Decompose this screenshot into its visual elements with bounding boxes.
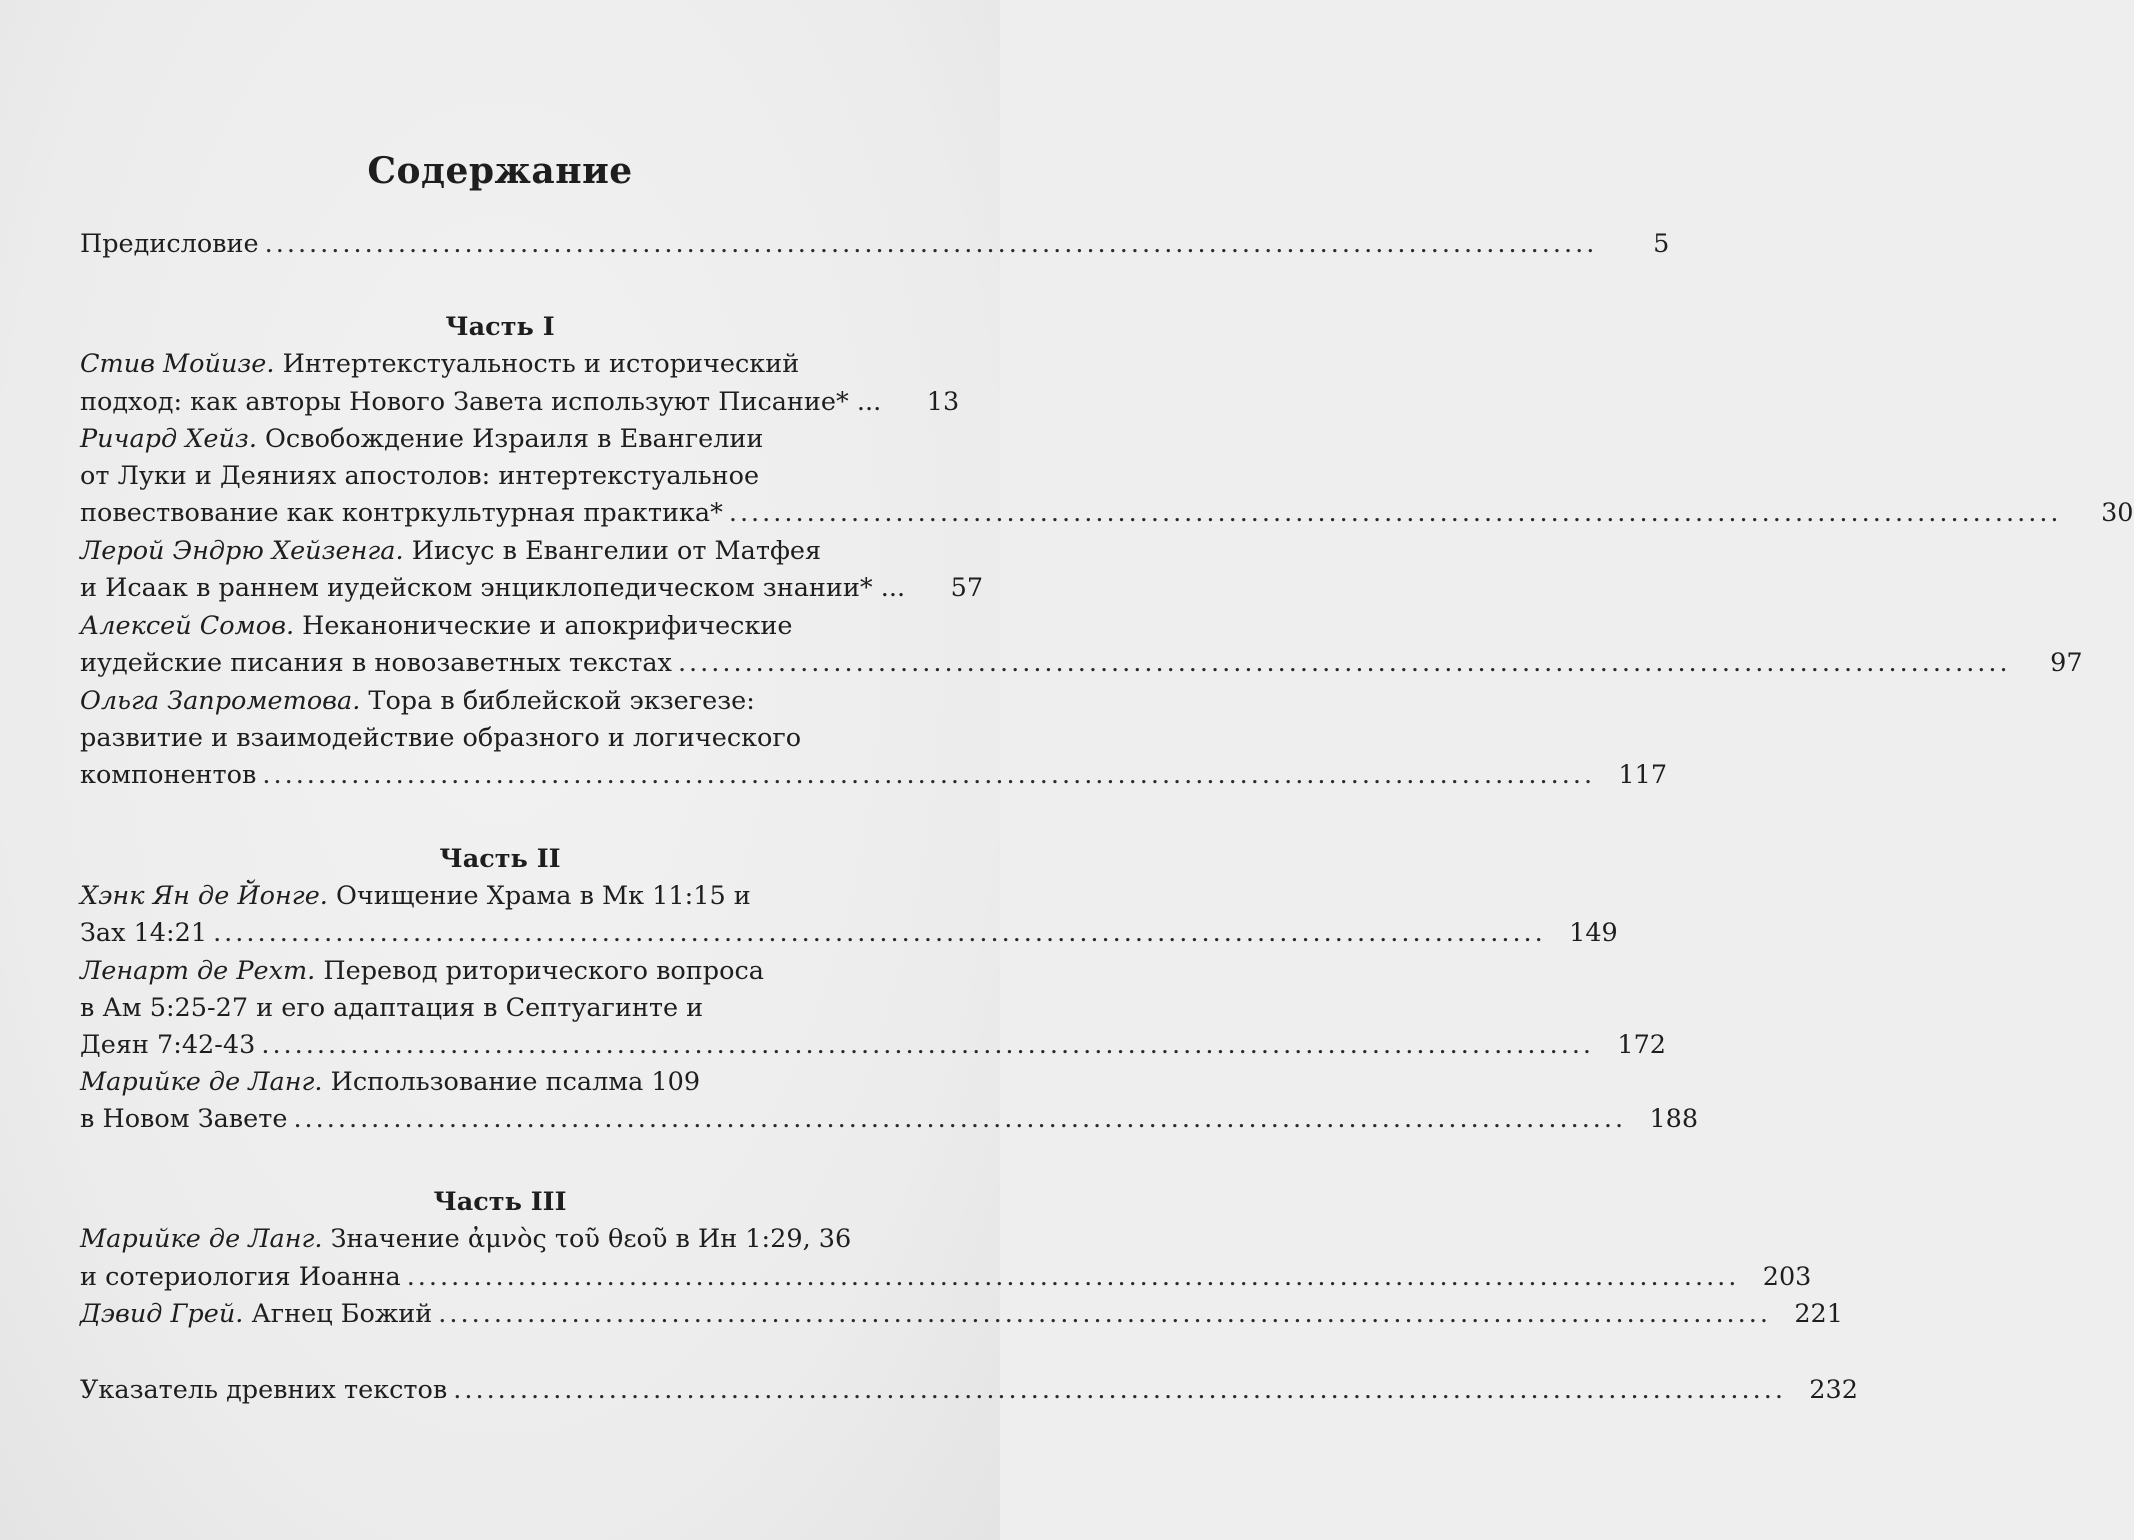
leader-dots: ........................................................................................................................ (453, 1375, 1786, 1405)
toc-entry-line (80, 1100, 1699, 1138)
toc-entry-index (80, 1371, 1858, 1409)
entry-title: Перевод риторического вопроса (315, 956, 764, 986)
toc-entry-line (80, 1295, 1843, 1333)
entry-text: Указатель древних текстов (80, 1375, 448, 1405)
page-number: 188 (1649, 1104, 1699, 1134)
part-heading-1: Часть I (445, 312, 555, 342)
toc-entry-line (80, 952, 895, 990)
entry-author: Дэвид Грей. (80, 1299, 244, 1329)
toc-entry-line (80, 756, 1668, 794)
entry-text: Предисловие (80, 229, 259, 259)
leader-dots: ........................................................................................................................ (261, 1030, 1595, 1060)
toc-entry-line (80, 644, 2083, 682)
toc-entry-line (80, 877, 895, 915)
toc-entry-line: развитие и взаимодействие образного и логического (80, 723, 802, 753)
page-number: 5 (1653, 229, 1670, 259)
entry-title: Иисус в Евангелии от Матфея (403, 536, 822, 566)
part-heading-3: Часть III (433, 1187, 567, 1217)
entry-author: Хэнк Ян де Йонге. (80, 881, 328, 911)
toc-entry-line (80, 1220, 895, 1258)
entry-title: Неканонические и апокрифические (294, 611, 793, 641)
entry-title: в Новом Завете (80, 1104, 288, 1134)
entry-author: Лерой Эндрю Хейзенга. (80, 536, 404, 566)
entry-author: Стив Мойизе. (80, 349, 275, 379)
page-number: 117 (1618, 760, 1668, 790)
leader-dots: ........................................................................................................................ (438, 1299, 1771, 1329)
leader-dots: ........................................................................................................................ (213, 918, 1546, 948)
table-of-contents (80, 0, 2134, 1540)
page-number: 172 (1617, 1030, 1667, 1060)
page-number: 149 (1569, 918, 1618, 948)
leader-dots: ........................................................................................................................ (293, 1104, 1627, 1134)
toc-entry-line (80, 607, 895, 645)
page-number: 232 (1809, 1375, 1858, 1405)
toc-entry-line (80, 494, 2134, 532)
entry-title: подход: как авторы Нового Завета используют Писание* ... (80, 387, 882, 417)
entry-title: и Исаак в раннем иудейском энциклопедическом знании* ... (80, 573, 906, 603)
entry-author: Ольга Запрометова. (80, 686, 361, 716)
page-number: 97 (2050, 648, 2083, 678)
entry-title: и сотериология Иоанна (80, 1262, 401, 1292)
toc-entry-line (80, 420, 895, 458)
toc-entry-line (80, 914, 1618, 952)
toc-entry-line (80, 1026, 1667, 1064)
entry-title: повествование как контркультурная практика* (80, 498, 723, 528)
toc-entry-line (80, 569, 984, 607)
entry-title-text: Агнец Божий (243, 1299, 433, 1329)
entry-title: Использование псалма 109 (322, 1067, 701, 1097)
page-title: Содержание (367, 150, 633, 192)
entry-title (80, 1295, 432, 1333)
toc-entry-line (80, 345, 895, 383)
entry-title: Деян 7:42-43 (80, 1030, 256, 1060)
toc-entry-line (80, 532, 895, 570)
page-number: 203 (1762, 1262, 1812, 1292)
entry-title: Очищение Храма в Мк 11:15 и (327, 881, 751, 911)
entry-title: Освобождение Израиля в Евангелии (256, 424, 764, 454)
entry-title: иудейские писания в новозаветных текстах (80, 648, 672, 678)
entry-title: компонентов (80, 760, 257, 790)
entry-author: Ленарт де Рехт. (80, 956, 316, 986)
page-number: 221 (1794, 1299, 1843, 1329)
entry-title: Тора в библейской экзегезе: (360, 686, 755, 716)
part-heading-2: Часть II (439, 844, 561, 874)
entry-title: Значение ἀμνὸς τοῦ θεοῦ в Ин 1:29, 36 (322, 1224, 852, 1254)
page-number: 30 (2101, 498, 2134, 528)
toc-entry-line (80, 383, 960, 421)
leader-dots: ........................................................................................................................ (406, 1262, 1740, 1292)
entry-author: Марийке де Ланг. (80, 1224, 323, 1254)
toc-entry-line (80, 682, 895, 720)
leader-dots: ........................................................................................................................ (677, 648, 2011, 678)
toc-entry-line: в Ам 5:25-27 и его адаптация в Септуагинте и (80, 993, 704, 1023)
toc-entry-line: от Луки и Деяниях апостолов: интертекстуальное (80, 461, 760, 491)
page-number: 13 (926, 387, 960, 417)
page-number: 57 (950, 573, 984, 603)
entry-author: Алексей Сомов. (80, 611, 295, 641)
toc-entry-line (80, 1258, 1812, 1296)
leader-dots: ........................................................................................................................ (728, 498, 2062, 528)
entry-author: Марийке де Ланг. (80, 1067, 323, 1097)
leader-dots: ........................................................................................................................ (262, 760, 1596, 790)
entry-author: Ричард Хейз. (80, 424, 257, 454)
toc-entry-line (80, 1063, 895, 1101)
entry-title: Зах 14:21 (80, 918, 208, 948)
entry-title: Интертекстуальность и исторический (274, 349, 800, 379)
leader-dots: ........................................................................................................................ (264, 229, 1598, 259)
toc-entry-preface (80, 225, 1670, 263)
